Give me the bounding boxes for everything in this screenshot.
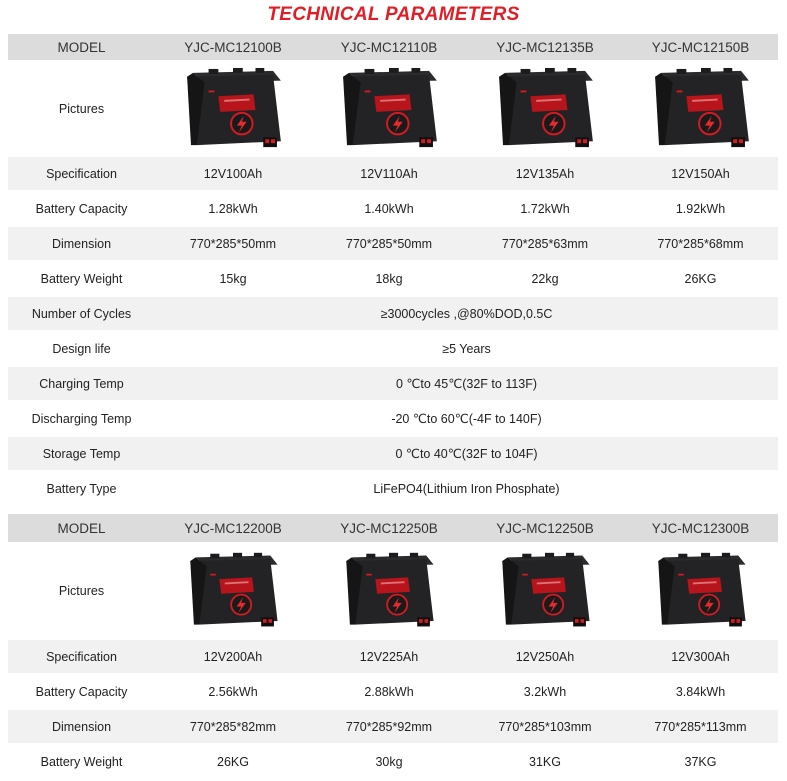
dimension-cell: 770*285*68mm	[623, 227, 778, 262]
dimension-cell: 770*285*92mm	[311, 710, 467, 745]
dimension-label: Dimension	[8, 227, 155, 262]
capacity-cell: 2.56kWh	[155, 675, 311, 710]
table-row	[8, 157, 778, 192]
table-row	[8, 227, 778, 262]
table-row	[8, 710, 778, 745]
table-row	[8, 472, 778, 507]
design-life-label: Design life	[8, 332, 155, 367]
battery-type-cell: LiFePO4(Lithium Iron Phosphate)	[155, 472, 778, 507]
dimension-cell: 770*285*63mm	[467, 227, 623, 262]
capacity-label: Battery Capacity	[8, 675, 155, 710]
spec-cell: 12V135Ah	[467, 157, 623, 192]
model-cell: YJC-MC12300B	[623, 514, 778, 544]
weight-cell: 15kg	[155, 262, 311, 297]
weight-cell: 37KG	[623, 745, 778, 780]
table-row	[8, 640, 778, 675]
spec-cell: 12V200Ah	[155, 640, 311, 675]
parameters-table-2	[8, 514, 778, 780]
weight-label: Battery Weight	[8, 745, 155, 780]
weight-cell: 30kg	[311, 745, 467, 780]
picture-cell	[311, 544, 467, 640]
discharging-temp-label: Discharging Temp	[8, 402, 155, 437]
pictures-label: Pictures	[8, 62, 155, 157]
weight-cell: 26KG	[155, 745, 311, 780]
picture-cell	[467, 544, 623, 640]
spec-cell: 12V300Ah	[623, 640, 778, 675]
battery-pack-icon	[335, 67, 443, 151]
dimension-cell: 770*285*50mm	[311, 227, 467, 262]
model-cell: YJC-MC12135B	[467, 34, 623, 62]
storage-temp-cell: 0 ℃to 40℃(32F to 104F)	[155, 437, 778, 472]
spec-label: Specification	[8, 157, 155, 192]
table-row	[8, 675, 778, 710]
model-cell: YJC-MC12110B	[311, 34, 467, 62]
battery-type-label: Battery Type	[8, 472, 155, 507]
battery-pack-icon	[495, 548, 595, 634]
battery-pack-icon	[647, 67, 755, 151]
discharging-temp-cell: -20 ℃to 60℃(-4F to 140F)	[155, 402, 778, 437]
battery-pack-icon	[183, 548, 283, 634]
table-row	[8, 192, 778, 227]
model-cell: YJC-MC12100B	[155, 34, 311, 62]
battery-pack-icon	[651, 548, 751, 634]
spec-cell: 12V250Ah	[467, 640, 623, 675]
spec-cell: 12V100Ah	[155, 157, 311, 192]
battery-pack-icon	[339, 548, 439, 634]
model-cell: YJC-MC12250B	[467, 514, 623, 544]
charging-temp-label: Charging Temp	[8, 367, 155, 402]
table-row	[8, 745, 778, 780]
capacity-cell: 1.92kWh	[623, 192, 778, 227]
battery-pack-icon	[491, 67, 599, 151]
table-row	[8, 514, 778, 544]
dimension-cell: 770*285*113mm	[623, 710, 778, 745]
storage-temp-label: Storage Temp	[8, 437, 155, 472]
dimension-cell: 770*285*103mm	[467, 710, 623, 745]
model-label: MODEL	[8, 514, 155, 544]
capacity-cell: 2.88kWh	[311, 675, 467, 710]
capacity-cell: 3.2kWh	[467, 675, 623, 710]
table-row	[8, 34, 778, 62]
model-label: MODEL	[8, 34, 155, 62]
model-cell: YJC-MC12200B	[155, 514, 311, 544]
capacity-cell: 1.40kWh	[311, 192, 467, 227]
weight-cell: 31KG	[467, 745, 623, 780]
picture-cell	[155, 62, 311, 157]
capacity-cell: 1.28kWh	[155, 192, 311, 227]
design-life-cell: ≥5 Years	[155, 332, 778, 367]
page-title: TECHNICAL PARAMETERS	[267, 4, 520, 25]
weight-cell: 18kg	[311, 262, 467, 297]
spec-cell: 12V110Ah	[311, 157, 467, 192]
model-cell: YJC-MC12250B	[311, 514, 467, 544]
dimension-cell: 770*285*82mm	[155, 710, 311, 745]
weight-cell: 22kg	[467, 262, 623, 297]
picture-cell	[311, 62, 467, 157]
model-cell: YJC-MC12150B	[623, 34, 778, 62]
table-row	[8, 367, 778, 402]
picture-cell	[623, 62, 778, 157]
dimension-cell: 770*285*50mm	[155, 227, 311, 262]
picture-cell	[155, 544, 311, 640]
weight-cell: 26KG	[623, 262, 778, 297]
capacity-cell: 3.84kWh	[623, 675, 778, 710]
spec-cell: 12V150Ah	[623, 157, 778, 192]
table-row	[8, 332, 778, 367]
picture-cell	[623, 544, 778, 640]
charging-temp-cell: 0 ℃to 45℃(32F to 113F)	[155, 367, 778, 402]
capacity-label: Battery Capacity	[8, 192, 155, 227]
weight-label: Battery Weight	[8, 262, 155, 297]
picture-cell	[467, 62, 623, 157]
table-row	[8, 402, 778, 437]
table-row	[8, 297, 778, 332]
dimension-label: Dimension	[8, 710, 155, 745]
cycles-label: Number of Cycles	[8, 297, 155, 332]
spec-label: Specification	[8, 640, 155, 675]
pictures-label: Pictures	[8, 544, 155, 640]
capacity-cell: 1.72kWh	[467, 192, 623, 227]
table-row	[8, 544, 778, 640]
table-row	[8, 262, 778, 297]
table-row	[8, 437, 778, 472]
parameters-table-1	[8, 34, 778, 507]
battery-pack-icon	[179, 67, 287, 151]
cycles-cell: ≥3000cycles ,@80%DOD,0.5C	[155, 297, 778, 332]
spec-cell: 12V225Ah	[311, 640, 467, 675]
table-row	[8, 62, 778, 157]
